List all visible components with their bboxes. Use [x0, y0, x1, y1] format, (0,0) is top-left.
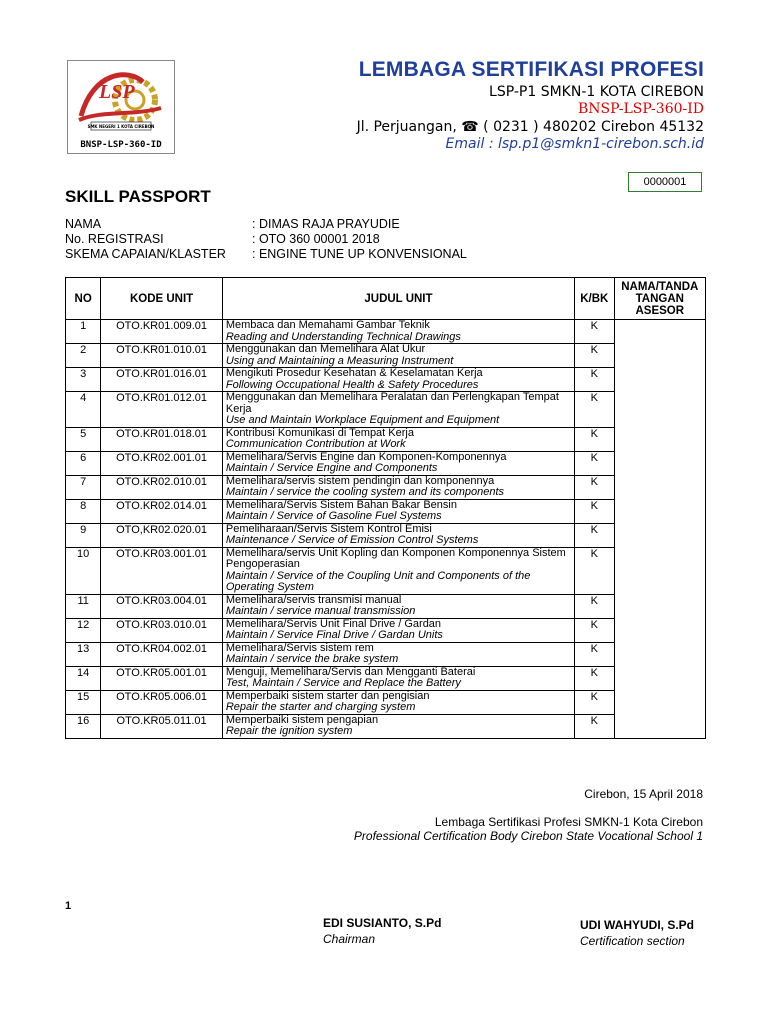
cell-kode-unit: OTO,KR02.020.01 — [101, 523, 223, 547]
cell-kode-unit: OTO.KR03.001.01 — [101, 547, 223, 594]
logo — [67, 60, 175, 154]
cell-kode-unit: OTO.KR03.004.01 — [101, 594, 223, 618]
cell-kbk: K — [575, 451, 614, 475]
org-name-en-part2: Cirebon State Vocational School 1 — [517, 829, 703, 843]
cell-no: 4 — [66, 392, 101, 428]
serial-number: 0000001 — [628, 172, 702, 192]
signer-role: Certification section — [580, 934, 685, 948]
cell-kode-unit: OTO.KR01.016.01 — [101, 368, 223, 392]
cell-judul-unit — [222, 427, 574, 451]
table-row — [66, 642, 706, 666]
table-row — [66, 690, 706, 714]
unit-title-id: Memelihara/servis sistem pendingin dan komponennya — [225, 474, 495, 487]
cell-judul-unit — [222, 690, 574, 714]
cell-judul-unit — [222, 642, 574, 666]
unit-title-en: Maintain / Service Final Drive / Gardan Units — [225, 629, 443, 641]
cell-no: 11 — [66, 594, 101, 618]
lsp-logo-icon — [73, 64, 169, 140]
unit-title-en: Maintain / service manual transmission — [225, 605, 416, 617]
cell-kode-unit: OTO.KR05.011.01 — [101, 714, 223, 738]
cell-kbk: K — [575, 666, 614, 690]
unit-title-id: Menggunakan dan Memelihara Peralatan dan Perlengkapan Tempat Kerja — [225, 391, 559, 415]
info-value: : ENGINE TUNE UP KONVENSIONAL — [252, 247, 467, 261]
info-label: NAMA — [65, 217, 102, 231]
table-row — [66, 547, 706, 594]
cell-judul-unit — [222, 320, 574, 344]
cell-judul-unit — [222, 714, 574, 738]
org-name-en — [354, 829, 703, 843]
info-row-registration — [65, 232, 467, 247]
header-kode-unit: KODE UNIT — [101, 278, 223, 320]
unit-title-id: Memperbaiki sistem pengapian — [225, 713, 379, 726]
logo-caption: BNSP-LSP-360-ID — [80, 140, 162, 150]
unit-title-en: Repair the ignition system — [225, 725, 353, 737]
header-assessor-signature: NAMA/TANDA TANGAN ASESOR — [614, 278, 705, 320]
unit-title-en: Reading and Understanding Technical Drawings — [225, 330, 461, 343]
table-row — [66, 475, 706, 499]
unit-title-en: Maintain / service the cooling system and its components — [225, 486, 505, 498]
org-title: LEMBAGA SERTIFIKASI PROFESI — [358, 58, 704, 81]
cell-judul-unit — [222, 618, 574, 642]
header-no: NO — [66, 278, 101, 320]
cell-no: 13 — [66, 642, 101, 666]
signer-name: UDI WAHYUDI, S.Pd — [580, 918, 695, 932]
table-row — [66, 344, 706, 368]
table-row — [66, 714, 706, 738]
table-row — [66, 392, 706, 428]
cell-no: 2 — [66, 344, 101, 368]
cell-kbk: K — [575, 475, 614, 499]
unit-title-id: Memelihara/servis Unit Kopling dan Komponen Komponennya Sistem Pengoperasian — [225, 546, 566, 570]
holder-info — [65, 217, 467, 262]
cell-kbk: K — [575, 320, 614, 344]
address-phone: ( 0231 ) 480202 Cirebon 45132 — [478, 119, 704, 135]
unit-title-id: Kontribusi Komunikasi di Tempat Kerja — [225, 426, 414, 439]
cell-kbk: K — [575, 368, 614, 392]
unit-title-en: Communication Contribution at Work — [225, 438, 406, 450]
cell-kode-unit: OTO.KR05.001.01 — [101, 666, 223, 690]
letterhead — [357, 58, 704, 152]
org-code: BNSP-LSP-360-ID — [578, 101, 704, 117]
cell-no: 9 — [66, 523, 101, 547]
cell-no: 7 — [66, 475, 101, 499]
unit-title-en: Maintain / service the brake system — [225, 653, 399, 665]
signature-organization — [354, 815, 703, 843]
table-row — [66, 320, 706, 344]
cell-no: 15 — [66, 690, 101, 714]
cell-kbk: K — [575, 499, 614, 523]
unit-title-id: Pemeliharaan/Servis Sistem Kontrol Emisi — [225, 522, 432, 535]
cell-judul-unit — [222, 523, 574, 547]
info-row-name — [65, 217, 467, 232]
cell-judul-unit — [222, 368, 574, 392]
table-header-row — [66, 278, 706, 320]
cell-kbk: K — [575, 594, 614, 618]
info-label: No. REGISTRASI — [65, 232, 164, 246]
signer-chairman — [323, 916, 441, 946]
cell-kode-unit: OTO.KR02.001.01 — [101, 451, 223, 475]
unit-title-en: Maintenance / Service of Emission Control Systems — [225, 534, 479, 546]
org-name-en-part1: Professional Certification Body — [353, 829, 518, 843]
unit-title-id: Menggunakan dan Memelihara Alat Ukur — [225, 343, 426, 355]
table-row — [66, 451, 706, 475]
unit-title-en: Using and Maintaining a Measuring Instrument — [225, 354, 454, 367]
cell-kode-unit: OTO.KR02.010.01 — [101, 475, 223, 499]
unit-title-id: Memperbaiki sistem starter dan pengisian — [225, 689, 430, 702]
org-name-id: Lembaga Sertifikasi Profesi SMKN-1 Kota Cirebon — [434, 815, 703, 829]
cell-kbk: K — [575, 547, 614, 594]
unit-title-en: Maintain / Service of Gasoline Fuel Systems — [225, 510, 442, 522]
cell-no: 12 — [66, 618, 101, 642]
document-title: SKILL PASSPORT — [65, 187, 211, 206]
info-value: : DIMAS RAJA PRAYUDIE — [252, 217, 400, 231]
table-row — [66, 368, 706, 392]
header-kbk: K/BK — [575, 278, 614, 320]
unit-title-id: Memelihara/Servis sistem rem — [225, 641, 374, 654]
cell-kode-unit: OTO.KR03.010.01 — [101, 618, 223, 642]
table-row — [66, 618, 706, 642]
header-judul-unit: JUDUL UNIT — [222, 278, 574, 320]
cell-no: 1 — [66, 320, 101, 344]
cell-no: 8 — [66, 499, 101, 523]
cell-judul-unit — [222, 666, 574, 690]
cell-kbk: K — [575, 618, 614, 642]
unit-title-id: Memelihara/Servis Sistem Bahan Bakar Bensin — [225, 498, 457, 511]
cell-kode-unit: OTO.KR01.012.01 — [101, 392, 223, 428]
unit-title-id: Mengikuti Prosedur Kesehatan & Keselamatan Kerja — [225, 367, 483, 379]
cell-judul-unit — [222, 475, 574, 499]
cell-kbk: K — [575, 690, 614, 714]
cell-kbk: K — [575, 642, 614, 666]
cell-judul-unit — [222, 344, 574, 368]
info-label: SKEMA CAPAIAN/KLASTER — [65, 247, 226, 261]
cell-judul-unit — [222, 547, 574, 594]
info-value: : OTO 360 00001 2018 — [252, 232, 380, 246]
cell-judul-unit — [222, 392, 574, 428]
cell-assessor-signature — [614, 320, 705, 739]
cell-kbk: K — [575, 392, 614, 428]
cell-judul-unit — [222, 499, 574, 523]
cell-judul-unit — [222, 451, 574, 475]
cell-kode-unit: OTO.KR01.018.01 — [101, 427, 223, 451]
unit-title-en: Use and Maintain Workplace Equipment and Equipment — [225, 414, 500, 426]
address-street: Jl. Perjuangan, — [356, 119, 462, 135]
unit-title-en: Maintain / Service of the Coupling Unit and Components of the Operating System — [225, 569, 531, 593]
cell-kbk: K — [575, 523, 614, 547]
svg-text:LSP: LSP — [99, 81, 135, 103]
signer-certification — [580, 918, 694, 948]
unit-title-en: Following Occupational Health & Safety Procedures — [225, 378, 479, 391]
unit-title-id: Memelihara/Servis Unit Final Drive / Gardan — [225, 617, 442, 630]
cell-no: 3 — [66, 368, 101, 392]
cell-no: 5 — [66, 427, 101, 451]
signer-name: EDI SUSIANTO, S.Pd — [323, 916, 442, 930]
signature-date: Cirebon, 15 April 2018 — [584, 787, 703, 801]
cell-no: 14 — [66, 666, 101, 690]
unit-title-en: Test, Maintain / Service and Replace the Battery — [225, 677, 461, 689]
table-row — [66, 523, 706, 547]
unit-title-id: Membaca dan Memahami Gambar Teknik — [225, 319, 430, 331]
unit-title-id: Menguji, Memelihara/Servis dan Mengganti Baterai — [225, 665, 476, 678]
cell-kbk: K — [575, 427, 614, 451]
cell-kode-unit: OTO.KR04.002.01 — [101, 642, 223, 666]
org-email: Email : lsp.p1@smkn1-cirebon.sch.id — [445, 136, 704, 152]
info-row-scheme — [65, 247, 467, 262]
cell-kbk: K — [575, 714, 614, 738]
table-row — [66, 427, 706, 451]
unit-title-id: Memelihara/servis transmisi manual — [225, 593, 402, 606]
cell-judul-unit — [222, 594, 574, 618]
org-address — [357, 119, 704, 135]
units-table — [65, 277, 706, 739]
cell-kode-unit: OTO.KR05.006.01 — [101, 690, 223, 714]
unit-title-en: Repair the starter and charging system — [225, 701, 416, 713]
unit-title-id: Memelihara/Servis Engine dan Komponen-Komponennya — [225, 450, 507, 463]
org-subtitle: LSP-P1 SMKN-1 KOTA CIREBON — [489, 84, 704, 100]
signer-role: Chairman — [323, 932, 376, 946]
table-row — [66, 499, 706, 523]
page-number: 1 — [65, 900, 72, 912]
phone-icon: ☎ — [461, 119, 479, 135]
cell-no: 16 — [66, 714, 101, 738]
cell-no: 6 — [66, 451, 101, 475]
cell-kode-unit: OTO.KR01.009.01 — [101, 320, 223, 344]
cell-kbk: K — [575, 344, 614, 368]
svg-text:SMK NEGERI 1 KOTA CIREBON: SMK NEGERI 1 KOTA CIREBON — [87, 124, 155, 129]
cell-no: 10 — [66, 547, 101, 594]
table-row — [66, 666, 706, 690]
unit-title-en: Maintain / Service Engine and Components — [225, 462, 438, 474]
cell-kode-unit: OTO.KR01.010.01 — [101, 344, 223, 368]
cell-kode-unit: OTO.KR02.014.01 — [101, 499, 223, 523]
table-row — [66, 594, 706, 618]
